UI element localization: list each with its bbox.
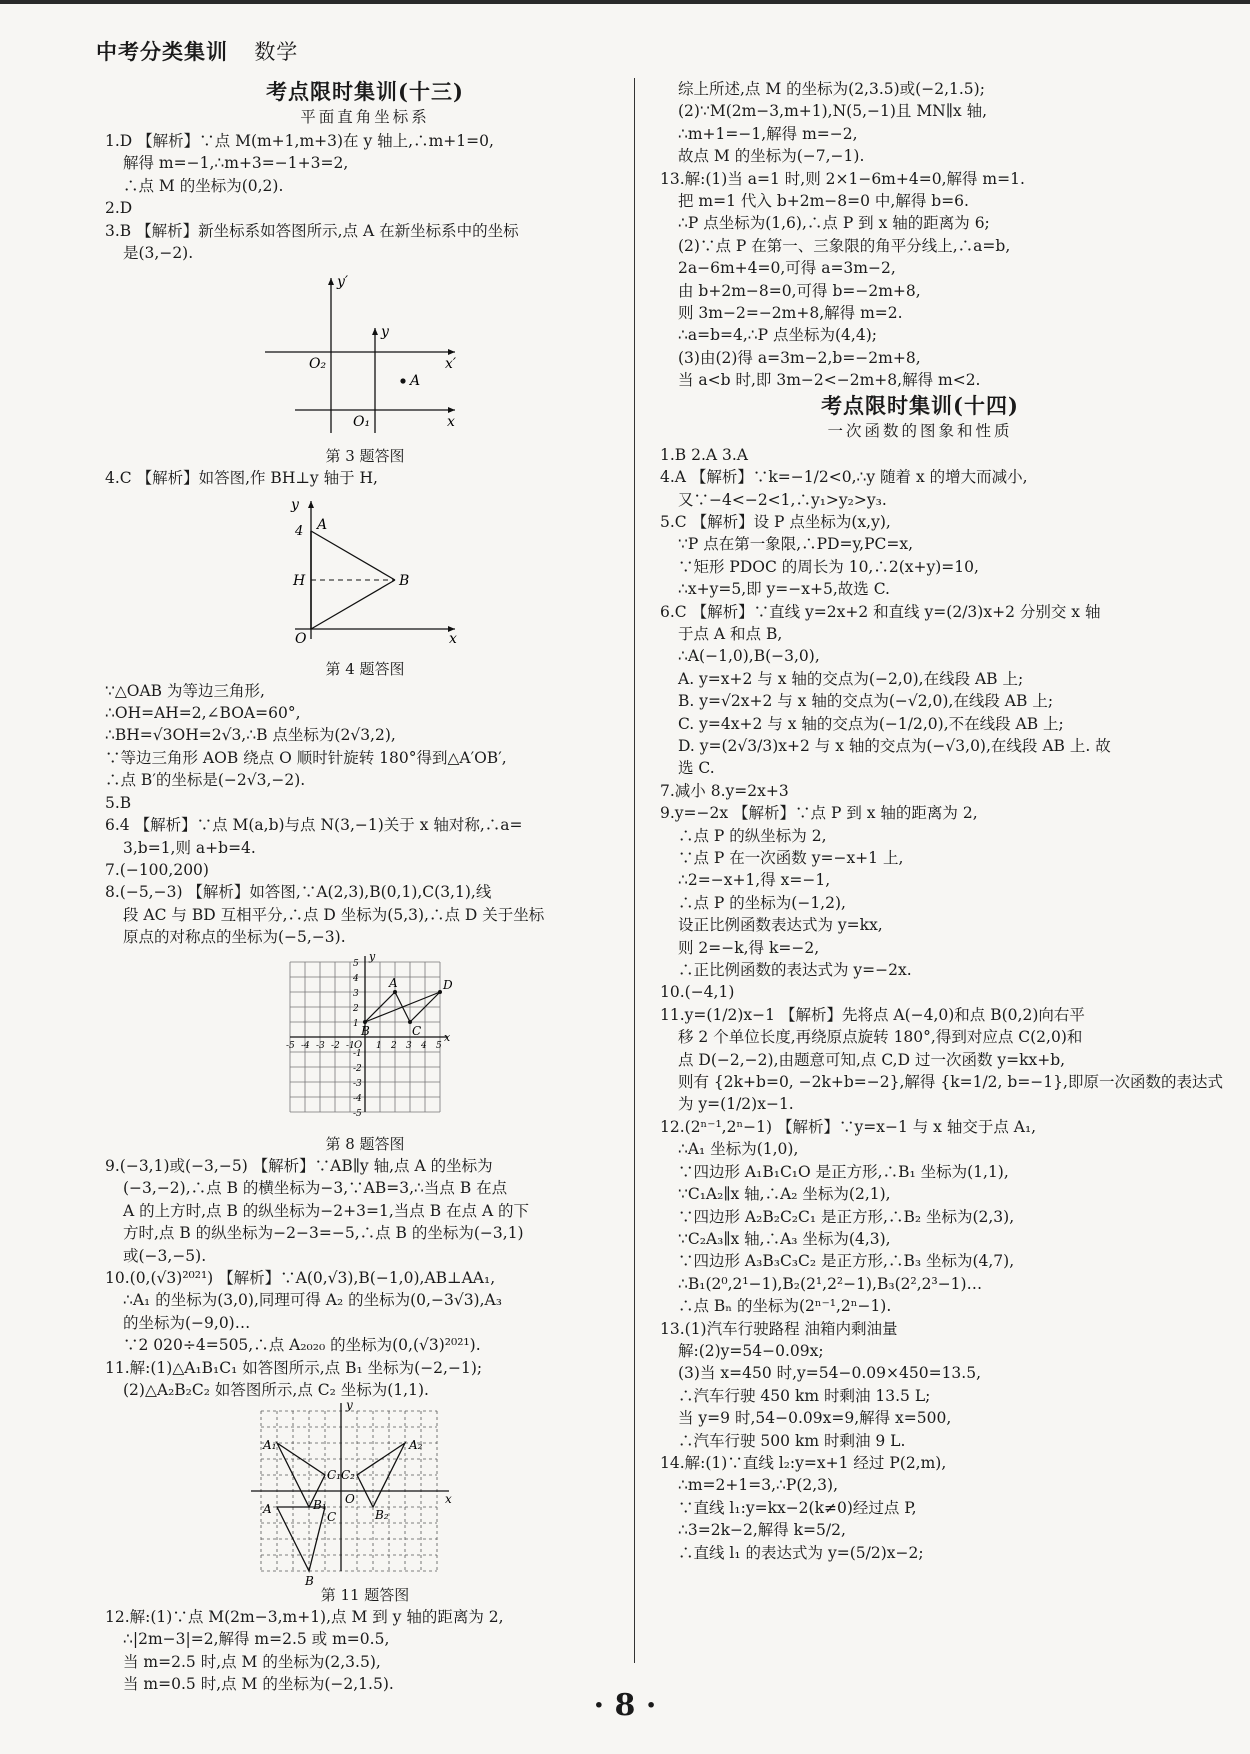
text-line: 5.C 【解析】设 P 点坐标为(x,y), [660,512,891,531]
text-line: ∴|2m−3|=2,解得 m=2.5 或 m=0.5, [123,1630,390,1649]
text-line: 解得 m=−1,∴m+3=−1+3=2, [123,154,349,173]
text-line: ∴3=2k−2,解得 k=5/2, [678,1521,846,1540]
section-14-subtitle: 一次函数的图象和性质 [827,421,1013,440]
text-line: 原点的对称点的坐标为(−5,−3). [123,928,346,947]
subject-label: 数学 [254,40,299,64]
label-a2: A₂ [409,1438,423,1453]
text-line: ∵四边形 A₂B₂C₂C₁ 是正方形,∴B₂ 坐标为(2,3), [678,1207,1015,1226]
text-line: 12.(2ⁿ⁻¹,2ⁿ−1) 【解析】∵y=x−1 与 x 轴交于点 A₁, [660,1117,1037,1136]
text-line: ∴点 P 的坐标为(−1,2), [678,893,846,912]
text-line: 当 a<b 时,即 3m−2<−2m+8,解得 m<2. [678,371,981,390]
text-line: ∵2 020÷4=505,∴点 A₂₀₂₀ 的坐标为(0,(√3)²⁰²¹). [123,1336,481,1355]
y-tick-label: 2 [353,1003,359,1014]
text-line: ∵四边形 A₃B₃C₃C₂ 是正方形,∴B₃ 坐标为(4,7), [678,1252,1015,1271]
y-tick-label: 1 [353,1018,359,1029]
label-a: A [410,373,421,390]
column-divider [634,78,635,1663]
top-rule [0,0,1250,4]
text-line: 点 D(−2,−2),由题意可知,点 C,D 过一次函数 y=kx+b, [678,1050,1066,1069]
label-a1: A₁ [263,1438,277,1453]
text-line: 4.C 【解析】如答图,作 BH⊥y 轴于 H, [105,468,378,487]
text-line: (3)当 x=450 时,y=54−0.09×450=13.5, [678,1364,982,1383]
figure-4-diagram [265,493,465,649]
text-line: ∴BH=√3OH=2√3,∴B 点坐标为(2√3,2), [105,726,396,745]
x-tick-label: -1 [346,1040,355,1051]
text-line: (2)∵M(2m−3,m+1),N(5,−1)且 MN∥x 轴, [678,102,988,121]
text-line: D. y=(2√3/3)x+2 与 x 轴的交点为(−√3,0),在线段 AB 上. 故 [678,736,1111,755]
text-line: 1.B 2.A 3.A [660,445,748,464]
y-tick-label: -1 [353,1048,362,1059]
x-tick-label: 2 [391,1040,397,1051]
text-line: 3,b=1,则 a+b=4. [123,838,256,857]
label-x-prime: x′ [445,356,457,373]
point-A [393,990,397,994]
text-line: ∴点 Bₙ 的坐标为(2ⁿ⁻¹,2ⁿ−1). [678,1297,892,1316]
text-line: ∴点 M 的坐标为(0,2). [123,176,284,195]
text-line: 4.A 【解析】∵k=−1/2<0,∴y 随着 x 的增大而减小, [660,468,1028,487]
text-line: 2.D [105,199,133,218]
label-y: y [291,497,299,514]
text-line: 12.解:(1)∵点 M(2m−3,m+1),点 M 到 y 轴的距离为 2, [105,1607,504,1626]
text-line: (3)由(2)得 a=3m−2,b=−2m+8, [678,348,921,367]
figure-3-caption: 第 3 题答图 [325,446,405,465]
label-o: O [345,1492,355,1507]
text-line: ∴OH=AH=2,∠BOA=60°, [105,704,301,723]
text-line: 解:(2)y=54−0.09x; [678,1341,824,1360]
label-x: x [444,1030,451,1044]
y-tick-label: -2 [353,1063,362,1074]
section-14-title: 考点限时集训(十四) [821,392,1019,418]
y-tick-label: 5 [353,958,359,969]
text-line: (2)△A₂B₂C₂ 如答图所示,点 C₂ 坐标为(1,1). [123,1381,429,1399]
text-line: 7.减小 8.y=2x+3 [660,781,789,800]
page-number: · 8 · [593,1688,657,1723]
text-line: 或(−3,−5). [123,1246,207,1265]
text-line: ∵△OAB 为等边三角形, [105,681,265,700]
x-tick-label: 3 [406,1040,412,1051]
text-line: C. y=4x+2 与 x 轴的交点为(−1/2,0),不在线段 AB 上; [678,714,1064,733]
text-line: 7.(−100,200) [105,860,209,879]
text-line: 则 3m−2=−2m+8,解得 m=2. [678,304,903,323]
text-line: 10.(0,(√3)²⁰²¹) 【解析】∵A(0,√3),B(−1,0),AB⊥AA₁, [105,1268,496,1287]
x-tick-label: 1 [376,1040,382,1051]
figure-11-grid [245,1398,485,1589]
x-tick-label: 5 [436,1040,442,1051]
figure-4 [105,493,625,655]
text-line: ∵直线 l₁:y=kx−2(k≠0)经过点 P, [678,1498,917,1517]
label-y: y [369,949,376,963]
y-tick-label: 3 [353,988,359,999]
text-line: 9.y=−2x 【解析】∵点 P 到 x 轴的距离为 2, [660,804,978,823]
text-line: ∵点 P 在一次函数 y=−x+1 上, [678,849,904,867]
text-line: ∴正比例函数的表达式为 y=−2x. [678,961,912,980]
text-line: 方时,点 B 的纵坐标为−2−3=−5,∴点 B 的坐标为(−3,1) [123,1224,524,1243]
text-line: ∴a=b=4,∴P 点坐标为(4,4); [678,326,877,345]
text-line: 13.解:(1)当 a=1 时,则 2×1−6m+4=0,解得 m=1. [660,169,1025,188]
text-line: 由 b+2m−8=0,可得 b=−2m+8, [678,281,921,300]
text-line: 8.(−5,−3) 【解析】如答图,∵A(2,3),B(0,1),C(3,1),线 [105,883,492,902]
label-o: O [295,631,307,648]
text-line: 当 m=0.5 时,点 M 的坐标为(−2,1.5). [123,1675,394,1694]
label-c2: C₂ [341,1468,355,1483]
text-line: ∵四边形 A₁B₁C₁O 是正方形,∴B₁ 坐标为(1,1), [678,1162,1009,1181]
label-a: A [317,517,328,534]
text-line: 的坐标为(−9,0)… [123,1313,251,1332]
point-D [438,990,442,994]
text-line: 14.解:(1)∵直线 l₂:y=x+1 经过 P(2,m), [660,1453,947,1472]
x-tick-label: -2 [331,1040,340,1051]
text-line: 为 y=(1/2)x−1. [678,1095,794,1114]
text-line: 当 m=2.5 时,点 M 的坐标为(2,3.5), [123,1652,381,1671]
text-line: ∵C₂A₃∥x 轴,∴A₃ 坐标为(4,3), [678,1229,891,1248]
text-line: 则有 {2k+b=0, −2k+b=−2},解得 {k=1/2, b=−1},即原一次函数的表达式 [678,1073,1223,1092]
figure-4-caption: 第 4 题答图 [325,659,405,678]
text-line: ∵等边三角形 AOB 绕点 O 顺时针旋转 180°得到△A′OB′, [105,748,507,767]
text-line: 则 2=−k,得 k=−2, [678,938,820,957]
label-origin: O [354,1039,363,1051]
label-b: B [305,1574,314,1589]
label-C: C [412,1023,422,1038]
text-line: ∴B₁(2⁰,2¹−1),B₂(2¹,2²−1),B₃(2²,2³−1)… [678,1274,983,1293]
label-b1: B₁ [313,1498,327,1513]
text-line: ∴x+y=5,即 y=−x+5,故选 C. [678,580,890,599]
text-line: (2)∵点 P 在第一、三象限的角平分线上,∴a=b, [678,236,1011,255]
text-line: 当 y=9 时,54−0.09x=9,解得 x=500, [678,1409,952,1428]
text-line: ∴A₁ 坐标为(1,0), [678,1140,799,1159]
figure-3-diagram [265,268,465,436]
label-x: x [447,414,455,431]
label-c1: C₁ [327,1468,341,1483]
figure-11-caption: 第 11 题答图 [320,1585,410,1604]
y-tick-label: -4 [353,1093,362,1104]
text-line: ∵C₁A₂∥x 轴,∴A₂ 坐标为(2,1), [678,1185,891,1204]
text-line: 9.(−3,1)或(−3,−5) 【解析】∵AB∥y 轴,点 A 的坐标为 [105,1156,493,1175]
x-tick-label: -3 [316,1040,325,1051]
y-tick-label: -3 [353,1078,362,1089]
figure-11 [105,1398,625,1589]
y-tick-label: 4 [353,973,359,984]
text-line: ∴汽车行驶 450 km 时剩油 13.5 L; [678,1386,931,1405]
text-line: 11.y=(1/2)x−1 【解析】先将点 A(−4,0)和点 B(0,2)向右平 [660,1005,1085,1024]
text-line: 13.(1)汽车行驶路程 油箱内剩油量 [660,1319,898,1338]
text-line: 移 2 个单位长度,再绕原点旋转 180°,得到对应点 C(2,0)和 [678,1028,1083,1047]
text-line: 10.(−4,1) [660,983,735,1002]
label-a: A [263,1502,272,1517]
text-line: ∴点 P 的纵坐标为 2, [678,826,827,845]
text-line: 2a−6m+4=0,可得 a=3m−2, [678,259,896,278]
label-B: B [361,1023,370,1038]
text-line: ∵P 点在第一象限,∴PD=y,PC=x, [678,535,914,554]
text-line: 故点 M 的坐标为(−7,−1). [678,147,865,166]
label-b: B [399,573,410,590]
text-line: 11.解:(1)△A₁B₁C₁ 如答图所示,点 B₁ 坐标为(−2,−1); [105,1358,483,1377]
text-line: 是(3,−2). [123,244,194,263]
figure-3 [105,268,625,442]
text-line: ∴P 点坐标为(1,6),∴点 P 到 x 轴的距离为 6; [678,214,990,233]
text-line: ∴2=−x+1,得 x=−1, [678,871,831,890]
label-D: D [443,977,453,992]
text-line: ∴m+1=−1,解得 m=−2, [678,124,858,143]
y-tick-label: -5 [353,1108,362,1119]
text-line: 把 m=1 代入 b+2m−8=0 中,解得 b=6. [678,192,969,211]
label-x: x [445,1492,452,1507]
text-line: ∴A(−1,0),B(−3,0), [678,647,820,666]
x-tick-label: 4 [421,1040,427,1051]
book-title: 中考分类集训 [96,39,228,64]
text-line: ∴m=2+1=3,∴P(2,3), [678,1476,838,1495]
text-line: A 的上方时,点 B 的纵坐标为−2+3=1,当点 B 在点 A 的下 [123,1201,530,1220]
text-line: ∴A₁ 的坐标为(3,0),同理可得 A₂ 的坐标为(0,−3√3),A₃ [123,1291,502,1310]
text-line: 6.4 【解析】∵点 M(a,b)与点 N(3,−1)关于 x 轴对称,∴a= [105,816,523,835]
text-line: B. y=√2x+2 与 x 轴的交点为(−√2,0),在线段 AB 上; [678,692,1054,711]
figure-8-grid [273,949,457,1125]
figure-8 [105,949,625,1131]
label-y: y [346,1398,353,1413]
label-A: A [389,975,398,990]
label-y: y [381,324,389,341]
label-4: 4 [295,524,304,540]
text-line: 3.B 【解析】新坐标系如答图所示,点 A 在新坐标系中的坐标 [105,221,519,240]
label-o2: O₂ [309,356,327,373]
section-13-title: 考点限时集训(十三) [266,79,464,104]
text-line: 1.D 【解析】∵点 M(m+1,m+3)在 y 轴上,∴m+1=0, [105,132,494,150]
x-tick-label: -5 [286,1040,295,1051]
label-b2: B₂ [375,1508,389,1523]
text-line: ∵矩形 PDOC 的周长为 10,∴2(x+y)=10, [678,557,979,576]
text-line: A. y=x+2 与 x 轴的交点为(−2,0),在线段 AB 上; [678,669,1024,688]
label-c: C [327,1510,337,1525]
label-o1: O₁ [353,414,371,431]
text-line: ∴直线 l₁ 的表达式为 y=(5/2)x−2; [678,1543,924,1562]
text-line: (−3,−2),∴点 B 的横坐标为−3,∵AB=3,∴当点 B 在点 [123,1179,508,1198]
text-line: 段 AC 与 BD 互相平分,∴点 D 坐标为(5,3),∴点 D 关于坐标 [123,905,545,924]
text-line: 6.C 【解析】∵直线 y=2x+2 和直线 y=(2/3)x+2 分别交 x 轴 [660,602,1101,621]
label-y-prime: y′ [337,274,349,291]
text-line: 设正比例函数表达式为 y=kx, [678,916,883,935]
text-line: 又∵−4<−2<1,∴y₁>y₂>y₃. [678,490,887,509]
label-x: x [449,631,457,648]
section-13-subtitle: 平面直角坐标系 [300,108,430,126]
text-line: 于点 A 和点 B, [678,624,783,643]
text-line: 综上所述,点 M 的坐标为(2,3.5)或(−2,1.5); [678,80,985,98]
text-line: 选 C. [678,759,715,778]
left-column [105,78,625,1695]
text-line: ∴点 B′的坐标是(−2√3,−2). [105,771,306,790]
page-header [96,36,298,66]
right-column [660,78,1223,1564]
text-line: 5.B [105,793,132,812]
text-line: ∴汽车行驶 500 km 时剩油 9 L. [678,1431,906,1450]
figure-8-caption: 第 8 题答图 [325,1134,405,1153]
label-h: H [293,573,306,590]
x-tick-label: -4 [301,1040,310,1051]
